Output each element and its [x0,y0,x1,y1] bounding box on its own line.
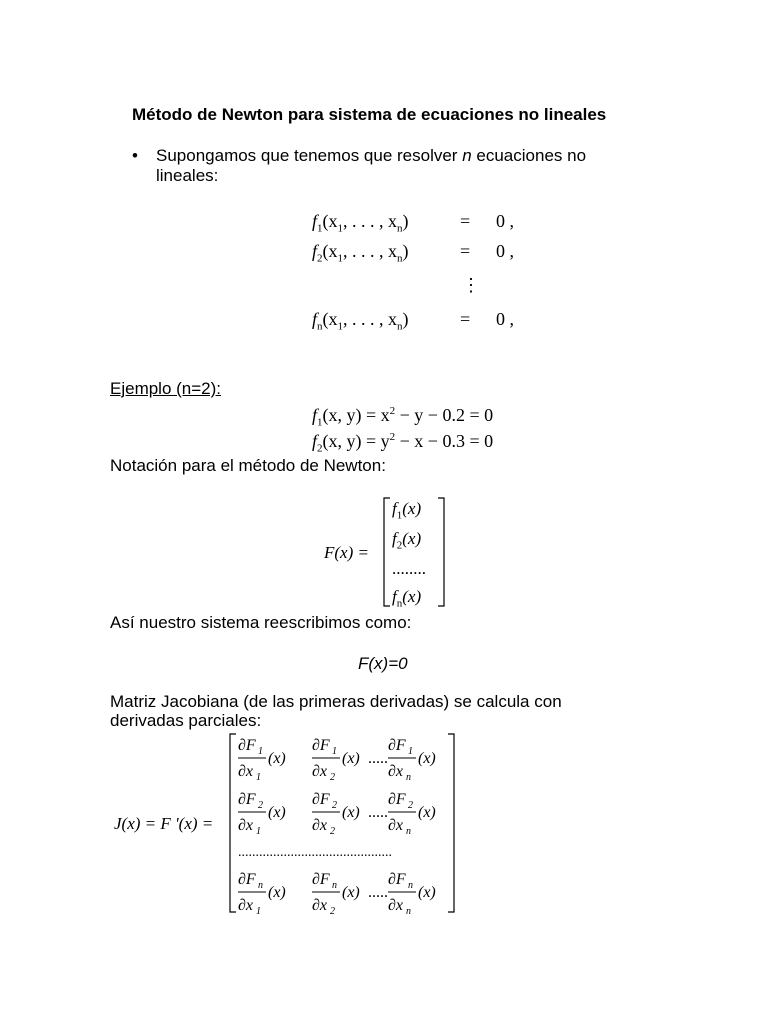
jacobian-num-sub-2-2: 2 [332,800,337,811]
jacobian-num-sub-2-n: 2 [408,800,413,811]
system-equations [312,210,552,340]
jacobian-den-sub-n-1: 1 [256,906,261,916]
jacobian-den-sub-2-2: 2 [330,826,335,837]
jacobian-dots-1: ..... [368,750,388,767]
jacobian-den-2-2: ∂x [312,817,328,834]
notation-entry-1-f: f [392,499,397,518]
jacobian-den-n-n: ∂x [388,897,404,914]
system-row-1-args-sub: 1 [337,222,344,235]
notation-entry-2-f: f [392,529,397,548]
notation-entry-1 [392,498,421,526]
example-eq-1-rest: − y − 0.2 = 0 [395,405,494,425]
system-row-1-rest: , . . . , x [343,211,398,231]
jacobian-den-sub-2-n: n [406,826,411,837]
rewrite-label: Así nuestro sistema reescribimos como: [110,613,412,632]
jacobian-dots-n: ..... [368,884,388,901]
system-row-n-last-sub: n [397,320,403,333]
system-row-1-args: (x [322,211,338,231]
jacobian-cells [238,737,436,916]
system-row-n [312,308,409,338]
jacobian-arg-n-2: (x) [342,884,360,901]
notation-entry-n-f: f [392,587,397,606]
system-row-2-args: (x [322,241,338,261]
example-eq-2-sup: 2 [389,431,396,443]
jacobian-label-line-1: Matriz Jacobiana (de las primeras derivadas) se calcula con [110,692,562,711]
jacobian-den-sub-1-n: n [406,772,411,783]
jacobian-left-bracket [230,734,236,912]
jacobian-den-1-1: ∂x [238,763,254,780]
system-row-1-eq: = [460,211,471,231]
jacobian-den-sub-1-2: 2 [330,772,335,783]
example-eq-1-sub: 1 [317,416,323,429]
system-row-n-rest: , . . . , x [343,309,398,329]
jacobian-arg-2-1: (x) [268,804,286,821]
example-eq-2 [312,426,493,460]
example-eq-2-rest: − x − 0.3 = 0 [395,431,494,451]
example-eq-2-sub: 2 [317,442,323,455]
example-eq-1-f: f [312,405,318,425]
system-row-n-args: (x [322,309,338,329]
jacobian-right-bracket [448,734,454,912]
system-row-2-last-sub: n [397,252,403,265]
notation-label: Notación para el método de Newton: [110,456,386,475]
jacobian-label-line-2: derivadas parciales: [110,711,262,730]
jacobian-num-sub-n-1: n [258,880,263,891]
bullet-text-after: ecuaciones no lineales: [156,146,587,185]
jacobian-num-n-n: ∂F [388,871,406,888]
notation-entry-2-sub: 2 [396,539,403,552]
system-row-2 [312,240,409,270]
jacobian-num-2-n: ∂F [388,791,406,808]
system-row-n-args-sub: 1 [337,320,344,333]
bullet-marker: • [132,146,138,165]
notation-entry-dots: ........ [392,559,426,578]
rewrite-equation: F(x)=0 [358,654,408,673]
jacobian-dotted-row: ............................................ [238,845,392,860]
system-row-2-eq: = [460,241,471,261]
system-row-n-rhs: 0 , [496,309,514,329]
jacobian-arg-1-n: (x) [418,750,436,767]
notation-entry-n-arg: (x) [402,587,422,606]
example-eq-2-args: (x, y) = y [322,431,390,451]
jacobian-arg-2-2: (x) [342,804,360,821]
notation-entry-n [392,586,421,614]
jacobian-den-2-1: ∂x [238,817,254,834]
left-bracket [384,498,390,606]
example-eq-2-f: f [312,431,318,451]
jacobian-num-sub-n-2: n [332,880,337,891]
example-eq-1-args: (x, y) = x [322,405,390,425]
jacobian-den-sub-2-1: 1 [256,826,261,837]
jacobian-den-sub-n-n: n [406,906,411,916]
system-row-1 [312,210,409,240]
system-vdots: ⋮ [462,275,480,295]
notation-lhs: F(x) = [324,543,369,562]
jacobian-den-n-1: ∂x [238,897,254,914]
notation-entry-1-sub: 1 [396,509,403,522]
notation-entry-2-arg: (x) [402,529,422,548]
system-row-1-close: ) [402,211,409,231]
jacobian-lhs: J(x) = F '(x) = [114,814,214,833]
jacobian-num-sub-n-n: n [408,880,413,891]
system-row-2-f: f [312,241,318,261]
bullet-text [156,146,636,186]
system-row-2-rest: , . . . , x [343,241,398,261]
jacobian-num-n-2: ∂F [312,871,330,888]
system-row-2-args-sub: 1 [337,252,344,265]
jacobian-num-n-1: ∂F [238,871,256,888]
jacobian-den-sub-1-1: 1 [256,772,261,783]
notation-entry-1-arg: (x) [402,499,422,518]
notation-entry-2 [392,528,421,556]
bullet-text-before: Supongamos que tenemos que resolver [156,146,463,165]
jacobian-den-1-n: ∂x [388,763,404,780]
bullet-text-var: n [462,146,472,165]
page-title: Método de Newton para sistema de ecuaciones no lineales [132,105,607,124]
jacobian-den-2-n: ∂x [388,817,404,834]
example-eq-1-sup: 2 [389,405,396,417]
jacobian-dots-2: ..... [368,804,388,821]
system-row-1-last-sub: n [397,222,403,235]
notation-entry-n-sub: n [396,597,403,610]
jacobian-den-1-2: ∂x [312,763,328,780]
jacobian-arg-1-1: (x) [268,750,286,767]
example-label: Ejemplo (n=2): [110,379,222,398]
jacobian-num-1-1: ∂F [238,737,256,754]
jacobian-arg-n-n: (x) [418,884,436,901]
jacobian-arg-2-n: (x) [418,804,436,821]
jacobian-num-sub-1-1: 1 [258,746,263,757]
jacobian-den-sub-n-2: 2 [330,906,335,916]
system-row-n-close: ) [402,309,409,329]
jacobian-num-2-1: ∂F [238,791,256,808]
jacobian-den-n-2: ∂x [312,897,328,914]
system-row-1-f: f [312,211,318,231]
system-row-n-sub: n [317,320,323,333]
system-row-1-rhs: 0 , [496,211,514,231]
system-row-2-sub: 2 [317,252,323,265]
system-row-2-rhs: 0 , [496,241,514,261]
jacobian-num-sub-2-1: 2 [258,800,263,811]
system-row-n-f: f [312,309,318,329]
jacobian-num-1-n: ∂F [388,737,406,754]
system-row-1-sub: 1 [317,222,323,235]
jacobian-num-2-2: ∂F [312,791,330,808]
jacobian-arg-1-2: (x) [342,750,360,767]
jacobian-num-sub-1-2: 1 [332,746,337,757]
jacobian-num-sub-1-n: 1 [408,746,413,757]
jacobian-matrix [226,732,462,916]
jacobian-arg-n-1: (x) [268,884,286,901]
jacobian-num-1-2: ∂F [312,737,330,754]
system-row-n-eq: = [460,309,471,329]
right-bracket [438,498,444,606]
system-row-2-close: ) [402,241,409,261]
